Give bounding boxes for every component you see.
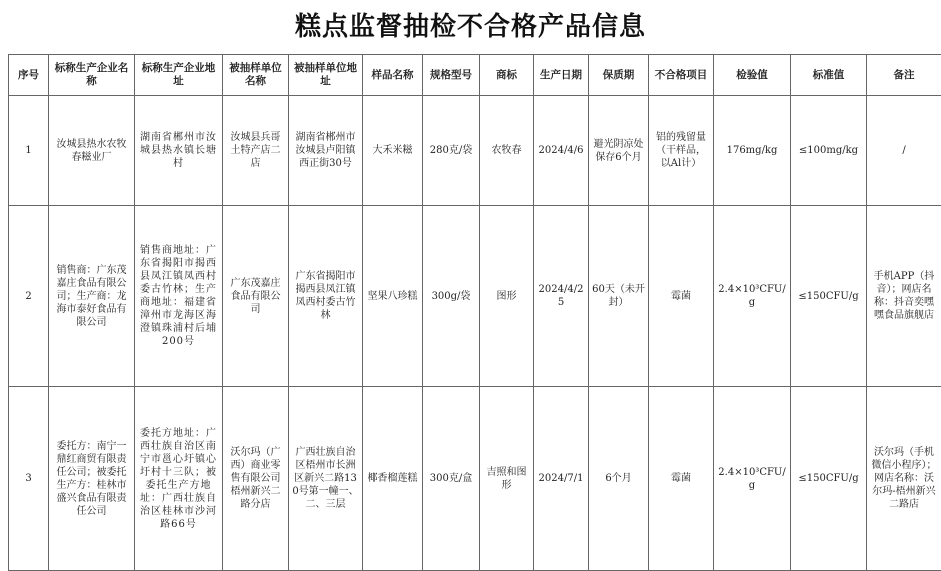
- cell-manufacturer-name: 委托方：南宁一鼎红商贸有限责任公司；被委托生产方：桂林市盛兴食品有限责任公司: [49, 387, 135, 571]
- cell-failed-item: 铝的残留量（干样品，以Al计）: [649, 96, 714, 206]
- header-sampled-unit-name: 被抽样单位名称: [223, 55, 289, 96]
- table-header-row: [9, 55, 941, 96]
- cell-shelf-life: 6个月: [589, 387, 649, 571]
- cell-sample-name: 坚果八珍糕: [363, 206, 423, 387]
- table-row: [9, 96, 941, 206]
- cell-test-value: 2.4×10³CFU/g: [714, 387, 791, 571]
- cell-remarks: /: [867, 96, 941, 206]
- cell-test-value: 2.4×10³CFU/g: [714, 206, 791, 387]
- cell-sampled-unit-name: 沃尔玛（广西）商业零售有限公司梧州新兴二路分店: [223, 387, 289, 571]
- cell-sampled-unit-address: 广东省揭阳市揭西县凤江镇凤西村委古竹林: [289, 206, 363, 387]
- cell-manufacturer-address: 销售商地址：广东省揭阳市揭西县凤江镇凤西村委古竹林；生产商地址：福建省漳州市龙海区海澄镇珠浦村后埔200号: [135, 206, 223, 387]
- cell-manufacturer-name: 汝城县热水农牧春糍业厂: [49, 96, 135, 206]
- cell-manufacturer-address: 湖南省郴州市汝城县热水镇长塘村: [135, 96, 223, 206]
- cell-production-date: 2024/4/6: [534, 96, 589, 206]
- cell-trademark: 农牧春: [480, 96, 534, 206]
- cell-production-date: 2024/7/1: [534, 387, 589, 571]
- cell-spec: 280克/袋: [423, 96, 480, 206]
- cell-sample-name: 椰香榴莲糕: [363, 387, 423, 571]
- header-production-date: 生产日期: [534, 55, 589, 96]
- cell-standard-value: ≤100mg/kg: [791, 96, 867, 206]
- page-title: 糕点监督抽检不合格产品信息: [0, 6, 941, 43]
- cell-trademark: 图形: [480, 206, 534, 387]
- cell-index: 3: [9, 387, 49, 571]
- header-index: 序号: [9, 55, 49, 96]
- table-row: [9, 387, 941, 571]
- cell-failed-item: 霉菌: [649, 206, 714, 387]
- cell-shelf-life: 60天（未开封）: [589, 206, 649, 387]
- cell-manufacturer-name: 销售商：广东茂嘉庄食品有限公司；生产商：龙海市泰好食品有限公司: [49, 206, 135, 387]
- cell-index: 1: [9, 96, 49, 206]
- cell-spec: 300克/盒: [423, 387, 480, 571]
- cell-production-date: 2024/4/25: [534, 206, 589, 387]
- cell-spec: 300g/袋: [423, 206, 480, 387]
- header-remarks: 备注: [867, 55, 941, 96]
- header-trademark: 商标: [480, 55, 534, 96]
- cell-test-value: 176mg/kg: [714, 96, 791, 206]
- cell-trademark: 吉照和图形: [480, 387, 534, 571]
- cell-sampled-unit-name: 广东茂嘉庄食品有限公司: [223, 206, 289, 387]
- header-standard-value: 标准值: [791, 55, 867, 96]
- cell-sample-name: 大禾米糍: [363, 96, 423, 206]
- header-sample-name: 样品名称: [363, 55, 423, 96]
- cell-sampled-unit-address: 湖南省郴州市汝城县卢阳镇西正街30号: [289, 96, 363, 206]
- cell-remarks: 沃尔玛（手机微信小程序）；网店名称：沃尔玛-梧州新兴二路店: [867, 387, 941, 571]
- cell-sampled-unit-name: 汝城县兵哥土特产店二店: [223, 96, 289, 206]
- cell-standard-value: ≤150CFU/g: [791, 387, 867, 571]
- table-row: [9, 206, 941, 387]
- cell-standard-value: ≤150CFU/g: [791, 206, 867, 387]
- cell-sampled-unit-address: 广西壮族自治区梧州市长洲区新兴二路130号第一幢一、二、三层: [289, 387, 363, 571]
- cell-index: 2: [9, 206, 49, 387]
- header-manufacturer-name: 标称生产企业名称: [49, 55, 135, 96]
- cell-remarks: 手机APP（抖音）；网店名称：抖音奕嘿嘿食品旗舰店: [867, 206, 941, 387]
- header-failed-item: 不合格项目: [649, 55, 714, 96]
- cell-shelf-life: 避光阴凉处保存6个月: [589, 96, 649, 206]
- results-table: [8, 54, 941, 571]
- header-sampled-unit-address: 被抽样单位地址: [289, 55, 363, 96]
- header-test-value: 检验值: [714, 55, 791, 96]
- header-shelf-life: 保质期: [589, 55, 649, 96]
- cell-failed-item: 霉菌: [649, 387, 714, 571]
- header-spec: 规格型号: [423, 55, 480, 96]
- cell-manufacturer-address: 委托方地址：广西壮族自治区南宁市邕心圩镇心圩村十三队；被委托生产方地址：广西壮族自治区桂林市沙河路66号: [135, 387, 223, 571]
- header-manufacturer-address: 标称生产企业地址: [135, 55, 223, 96]
